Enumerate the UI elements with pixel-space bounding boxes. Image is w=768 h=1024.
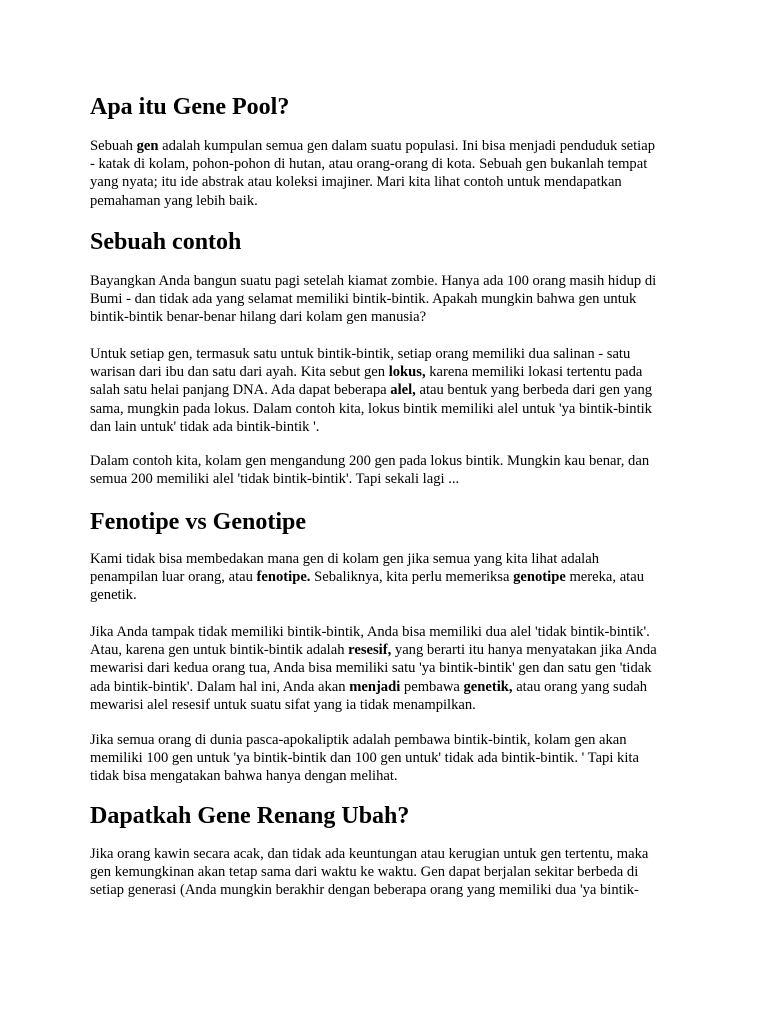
- text-line: [90, 470, 680, 488]
- text-line: [90, 749, 680, 767]
- text-run: setiap generasi (Anda mungkin berakhir dengan beberapa orang yang memiliki dua 'ya bintik-: [90, 882, 639, 899]
- text-line: [90, 568, 680, 586]
- text-line: [90, 767, 680, 785]
- paragraph-gene-pool-definition: [90, 137, 680, 210]
- text-run: genetik.: [90, 587, 137, 604]
- text-run: mereka, atau: [565, 569, 645, 586]
- text-line: [90, 623, 680, 641]
- text-line: [90, 586, 680, 604]
- text-line: [90, 290, 680, 308]
- text-line: [90, 381, 680, 399]
- bold-term: lokus,: [388, 364, 426, 381]
- text-run: atau bentuk yang berbeda dari gen yang: [415, 382, 653, 399]
- text-run: penampilan luar orang, atau: [90, 569, 257, 586]
- text-run: yang nyata; itu ide abstrak atau koleksi imajiner. Mari kita lihat contoh untuk mendapatkan: [90, 174, 622, 191]
- heading-example: Sebuah contoh: [90, 229, 242, 255]
- text-run: warisan dari ibu dan satu dari ayah. Kita sebut gen: [90, 364, 389, 381]
- paragraph-recessive-carrier: [90, 623, 680, 714]
- heading-gene-pool: Apa itu Gene Pool?: [90, 94, 290, 120]
- heading-phenotype-genotype: Fenotipe vs Genotipe: [90, 509, 306, 535]
- text-line: [90, 137, 680, 155]
- text-run: tidak bisa mengatakan bahwa hanya dengan melihat.: [90, 768, 398, 785]
- text-run: gen kemungkinan akan tetap sama dari waktu ke waktu. Gen dapat berjalan sekitar berbeda di: [90, 864, 639, 881]
- text-run: semua 200 memiliki alel 'tidak bintik-bintik'. Tapi sekali lagi ...: [90, 471, 460, 488]
- text-run: yang berarti itu hanya menyatakan jika Anda: [391, 642, 657, 659]
- text-line: [90, 272, 680, 290]
- bold-term: genotipe: [513, 569, 566, 586]
- text-line: [90, 659, 680, 677]
- paragraph-zombie-scenario: [90, 272, 680, 327]
- text-line: [90, 550, 680, 568]
- text-line: [90, 418, 680, 436]
- text-run: Sebaliknya, kita perlu memeriksa: [310, 569, 514, 586]
- text-run: dan lain untuk' tidak ada bintik-bintik '.: [90, 418, 320, 435]
- text-run: adalah kumpulan semua gen dalam suatu populasi. Ini bisa menjadi penduduk setiap: [158, 138, 655, 154]
- text-run: sama, mungkin pada lokus. Dalam contoh kita, lokus bintik memiliki alel untuk 'ya bintik-bintik: [90, 400, 652, 417]
- text-line: [90, 400, 680, 418]
- text-run: Sebuah: [90, 138, 137, 154]
- text-run: ada bintik-bintik'. Dalam hal ini, Anda akan: [90, 678, 350, 695]
- text-line: [90, 881, 680, 899]
- text-run: Untuk setiap gen, termasuk satu untuk bintik-bintik, setiap orang memiliki dua salinan - satu: [90, 346, 631, 362]
- text-run: salah satu helai panjang DNA. Ada dapat beberapa: [90, 382, 391, 399]
- text-run: Bumi - dan tidak ada yang selamat memiliki bintik-bintik. Apakah mungkin bahwa gen untuk: [90, 291, 637, 308]
- bold-term: resesif,: [348, 642, 392, 659]
- text-line: [90, 155, 680, 173]
- text-run: Kami tidak bisa membedakan mana gen di kolam gen jika semua yang kita lihat adalah: [90, 551, 599, 567]
- text-run: Dalam contoh kita, kolam gen mengandung 200 gen pada lokus bintik. Mungkin kau benar, dan: [90, 453, 650, 469]
- text-line: [90, 696, 680, 714]
- text-line: [90, 863, 680, 881]
- text-run: memiliki 100 gen untuk 'ya bintik-bintik dan 100 gen untuk' tidak ada bintik-bintik. ' Tapi kita: [90, 750, 639, 767]
- text-run: pembawa: [400, 678, 464, 695]
- text-run: Bayangkan Anda bangun suatu pagi setelah kiamat zombie. Hanya ada 100 orang masih hidup di: [90, 273, 657, 289]
- text-run: Jika orang kawin secara acak, dan tidak ada keuntungan atau kerugian untuk gen tertentu, maka: [90, 846, 649, 862]
- bold-term: fenotipe.: [256, 569, 311, 586]
- paragraph-locus-alleles: [90, 345, 680, 436]
- text-line: [90, 452, 680, 470]
- text-line: [90, 173, 680, 191]
- bold-term: gen: [136, 138, 159, 154]
- text-run: mewarisi alel resesif untuk suatu sifat yang ia tidak menampilkan.: [90, 696, 476, 713]
- heading-gene-pool-change: Dapatkah Gene Renang Ubah?: [90, 803, 410, 829]
- text-line: [90, 845, 680, 863]
- text-run: Jika semua orang di dunia pasca-apokaliptik adalah pembawa bintik-bintik, kolam gen akan: [90, 732, 627, 748]
- text-line: [90, 678, 680, 696]
- text-line: [90, 308, 680, 326]
- text-line: [90, 345, 680, 363]
- text-run: mewarisi dari kedua orang tua, Anda bisa memiliki satu 'ya bintik-bintik' gen dan satu gen 'tidak: [90, 660, 652, 677]
- bold-term: menjadi: [349, 678, 401, 695]
- text-line: [90, 192, 680, 210]
- text-run: Jika Anda tampak tidak memiliki bintik-bintik, Anda bisa memiliki dua alel 'tidak bintik-bintik'.: [90, 624, 650, 640]
- bold-term: alel,: [390, 382, 416, 399]
- text-run: pemahaman yang lebih baik.: [90, 192, 258, 209]
- bold-term: genetik,: [463, 678, 513, 695]
- text-run: karena memiliki lokasi tertentu pada: [425, 364, 643, 381]
- paragraph-random-mating: [90, 845, 680, 900]
- text-line: [90, 641, 680, 659]
- text-run: atau orang yang sudah: [512, 678, 648, 695]
- text-line: [90, 731, 680, 749]
- text-run: - katak di kolam, pohon-pohon di hutan, atau orang-orang di kota. Sebuah gen bukanlah tempat: [90, 156, 648, 173]
- text-line: [90, 363, 680, 381]
- paragraph-gene-pool-count: [90, 452, 680, 488]
- text-run: bintik-bintik benar-benar hilang dari kolam gen manusia?: [90, 309, 427, 326]
- paragraph-phenotype: [90, 550, 680, 605]
- text-run: Atau, karena gen untuk bintik-bintik adalah: [90, 642, 349, 659]
- paragraph-carriers-world: [90, 731, 680, 786]
